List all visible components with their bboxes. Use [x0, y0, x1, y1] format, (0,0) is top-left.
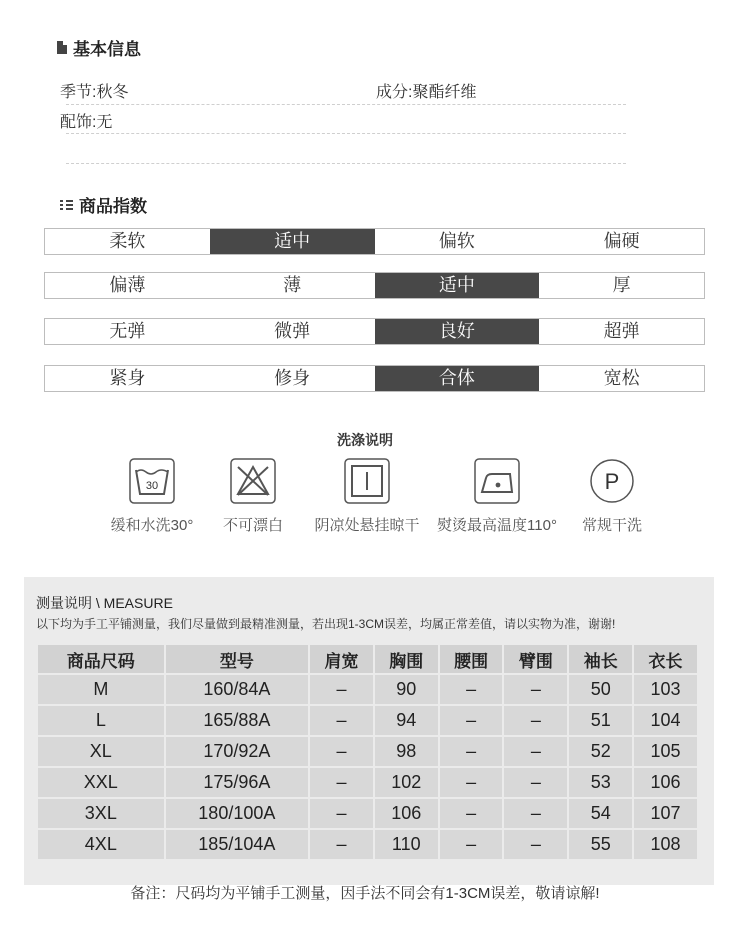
dry-clean-icon: [589, 458, 635, 504]
table-cell: M: [38, 675, 164, 704]
index-cell: 修身: [274, 368, 311, 388]
basic-info-title: [57, 35, 141, 60]
no-bleach-icon: [230, 458, 276, 504]
table-cell: XXL: [38, 768, 164, 797]
table-cell: 106: [634, 768, 697, 797]
table-cell: –: [310, 799, 373, 828]
column-header: 型号: [166, 645, 308, 673]
wash-label: 熨烫最高温度110°: [437, 517, 557, 534]
wash-temp-number: 30: [145, 480, 159, 492]
measure-title: 测量说明 \ MEASURE: [36, 595, 173, 611]
table-cell: 53: [569, 768, 632, 797]
season-value: 秋冬: [96, 84, 129, 101]
basic-info-title-text: 基本信息: [73, 40, 141, 59]
table-cell: 185/104A: [166, 830, 308, 859]
product-index-title: [60, 192, 147, 217]
index-cell: 偏薄: [109, 275, 146, 295]
table-cell: 107: [634, 799, 697, 828]
table-cell: 106: [375, 799, 438, 828]
list-icon: [60, 200, 73, 210]
table-cell: –: [440, 706, 503, 735]
table-cell: 51: [569, 706, 632, 735]
column-header: 衣长: [634, 645, 697, 673]
table-cell: –: [504, 768, 567, 797]
table-cell: –: [440, 768, 503, 797]
column-header: 肩宽: [310, 645, 373, 673]
index-cell: 柔软: [109, 231, 146, 251]
table-cell: 98: [375, 737, 438, 766]
table-cell: 110: [375, 830, 438, 859]
product-index-title-text: 商品指数: [79, 197, 147, 216]
index-cell: 偏软: [438, 231, 475, 251]
table-cell: 175/96A: [166, 768, 308, 797]
table-cell: –: [310, 706, 373, 735]
index-row: [44, 318, 705, 345]
line-dry-shade-icon: [344, 458, 390, 504]
table-cell: 90: [375, 675, 438, 704]
table-cell: –: [504, 706, 567, 735]
index-cell-selected: 合体: [375, 366, 540, 391]
table-cell: L: [38, 706, 164, 735]
index-row: [44, 365, 705, 392]
table-cell: –: [440, 799, 503, 828]
table-cell: XL: [38, 737, 164, 766]
season-label: 季节:: [60, 84, 97, 101]
table-cell: –: [310, 830, 373, 859]
dry-clean-letter: P: [604, 469, 620, 494]
table-row: [38, 799, 697, 828]
index-cell: 宽松: [603, 368, 640, 388]
table-cell: 102: [375, 768, 438, 797]
index-cell: 薄: [283, 275, 302, 295]
washing-title: 洗涤说明: [337, 432, 393, 448]
column-header: 袖长: [569, 645, 632, 673]
index-cell: 厚: [612, 275, 631, 295]
divider: [66, 163, 626, 164]
index-cell: 紧身: [109, 368, 146, 388]
table-row: [38, 737, 697, 766]
table-cell: 103: [634, 675, 697, 704]
table-cell: –: [504, 737, 567, 766]
table-cell: –: [440, 675, 503, 704]
table-cell: 3XL: [38, 799, 164, 828]
table-cell: 170/92A: [166, 737, 308, 766]
table-cell: –: [310, 768, 373, 797]
table-cell: –: [440, 830, 503, 859]
column-header: 商品尺码: [38, 645, 164, 673]
table-row: [38, 768, 697, 797]
index-cell: 无弹: [109, 321, 146, 341]
table-cell: 105: [634, 737, 697, 766]
wash-label: 不可漂白: [222, 517, 283, 534]
column-header: 腰围: [440, 645, 503, 673]
table-cell: –: [440, 737, 503, 766]
index-row: [44, 272, 705, 299]
wash-label: 常规干洗: [581, 517, 642, 534]
index-cell-selected: 适中: [375, 273, 540, 298]
table-cell: 94: [375, 706, 438, 735]
index-row: [44, 228, 705, 255]
iron-icon: [474, 458, 520, 504]
table-cell: –: [310, 675, 373, 704]
size-table: [36, 643, 699, 861]
table-cell: 165/88A: [166, 706, 308, 735]
wash-item-dry-clean: [537, 458, 687, 535]
divider: [66, 104, 626, 105]
table-row: [38, 706, 697, 735]
table-cell: 104: [634, 706, 697, 735]
material-label: 成分:: [376, 84, 413, 101]
table-cell: 50: [569, 675, 632, 704]
index-cell-selected: 适中: [210, 229, 375, 254]
index-cell: 超弹: [603, 321, 640, 341]
column-header: 臂围: [504, 645, 567, 673]
wash-label: 缓和水洗30°: [110, 517, 194, 534]
accessory-value: 无: [96, 114, 113, 131]
table-cell: 54: [569, 799, 632, 828]
table-cell: 180/100A: [166, 799, 308, 828]
table-cell: –: [504, 675, 567, 704]
wash-item-line-dry: [292, 458, 442, 535]
table-cell: –: [310, 737, 373, 766]
index-cell: 偏硬: [603, 231, 640, 251]
column-header: 胸围: [375, 645, 438, 673]
table-row: [38, 675, 697, 704]
wash-label: 阴凉处悬挂晾干: [314, 517, 420, 534]
table-row: [38, 830, 697, 859]
wash-30-icon: [129, 458, 175, 504]
measure-panel: [24, 577, 714, 885]
measure-description: 以下均为手工平铺测量，我们尽量做到最精准测量，若出现1-3CM误差，均属正常差值，请以实物为准，谢谢!: [36, 617, 616, 631]
season-info: [60, 79, 128, 102]
index-cell-selected: 良好: [375, 319, 540, 344]
table-cell: 160/84A: [166, 675, 308, 704]
table-cell: –: [504, 830, 567, 859]
document-icon: [57, 41, 67, 54]
accessory-label: 配饰:: [60, 114, 97, 131]
index-cell: 微弹: [274, 321, 311, 341]
table-cell: 4XL: [38, 830, 164, 859]
material-info: [376, 79, 476, 102]
table-cell: 52: [569, 737, 632, 766]
accessory-info: [60, 109, 112, 132]
size-table-header: [38, 645, 697, 673]
material-value: 聚酯纤维: [412, 84, 477, 101]
table-cell: 108: [634, 830, 697, 859]
footnote: 备注：尺码均为平铺手工测量，因手法不同会有1-3CM误差，敬请谅解!: [130, 885, 600, 902]
table-cell: –: [504, 799, 567, 828]
divider: [66, 133, 626, 134]
table-cell: 55: [569, 830, 632, 859]
